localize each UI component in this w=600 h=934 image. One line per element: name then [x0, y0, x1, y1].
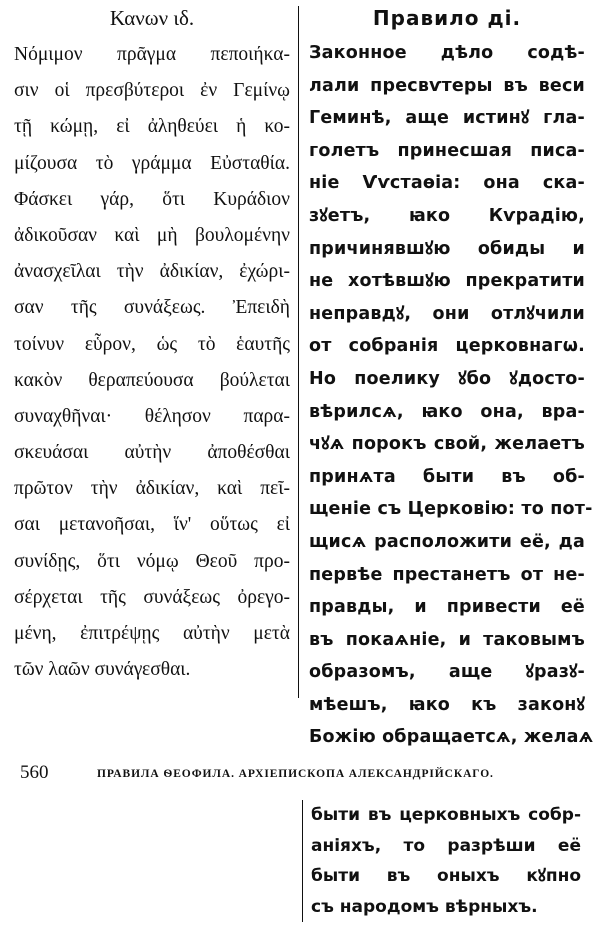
- continuation-text-line: съ народомъ вѣрныхъ.: [311, 896, 538, 917]
- greek-text-line: σαν τῆς συνάξεως. Ἐπειδὴ: [14, 297, 290, 319]
- greek-text-line: σέρχεται τῆς συνάξεως ὀρεγο-: [14, 586, 290, 608]
- greek-text-line: σιν οἱ πρεσβύτεροι ἐν Γεμίνῳ: [14, 80, 290, 102]
- continuation-text-line: быти въ церковныхъ собр-: [311, 805, 581, 825]
- slavonic-continuation: [311, 800, 581, 922]
- slavonic-text-line: Божію обращаетсѧ, желаѧ: [309, 727, 594, 748]
- greek-text-line: σαι μετανοῆσαι, ἵν' οὕτως εἰ: [14, 514, 290, 536]
- greek-text-line: συνίδῃς, ὅτι νόμῳ Θεοῦ προ-: [14, 550, 290, 572]
- slavonic-text-line: чꙋѧ порокъ свой, желаетъ: [309, 434, 585, 455]
- slavonic-text-line: голетъ принесшая писа-: [309, 140, 585, 161]
- greek-text-line: συναχθῆναι· θέλησον παρα-: [14, 405, 290, 427]
- slavonic-text-line: зꙋетъ, ꙗко Кѵрадію,: [309, 205, 585, 226]
- slavonic-text-line: лали пресвѵтеры въ веси: [309, 75, 585, 96]
- slavonic-text-line: первѣе престанетъ от не-: [309, 564, 585, 585]
- slavonic-rule-heading: Правило ді.: [372, 6, 522, 30]
- continuation-text-line: аніяхъ, то разрѣши её: [311, 835, 581, 856]
- page-number: 560: [20, 762, 49, 783]
- greek-text-line: τῇ κώμῃ, εἰ ἀληθεύει ἡ κο-: [14, 116, 290, 138]
- slavonic-text-line: образомъ, аще ꙋразꙋ-: [309, 662, 585, 683]
- slavonic-text-line: щеніе съ Церковію: то пот-: [309, 499, 593, 520]
- slavonic-text-line: щисѧ расположити её, да: [309, 531, 585, 552]
- slavonic-text-line: вѣрилсѧ, ꙗко она, вра-: [309, 401, 585, 422]
- slavonic-text-line: Законное дѣло содѣ-: [309, 43, 585, 63]
- slavonic-text-line: Геминѣ, аще истинꙋ гла-: [309, 108, 585, 129]
- column-divider: [298, 6, 299, 698]
- greek-text-line: κακὸν θεραπεύουσα βούλεται: [14, 369, 290, 391]
- slavonic-text-line: принѧта быти въ об-: [309, 466, 585, 487]
- slavonic-text-line: Но поелику ꙋбо ꙋдосто-: [309, 368, 585, 389]
- greek-canon-heading: Κανων ιδ.: [109, 6, 195, 30]
- continuation-divider: [302, 800, 303, 922]
- slavonic-text-line: неправдꙋ, они отлꙋчили: [309, 303, 585, 324]
- slavonic-text-line: от собранія церковнагѡ.: [309, 336, 585, 357]
- slavonic-text-line: въ покаѧніе, и таковымъ: [309, 629, 585, 650]
- greek-text-line: ἀδικοῦσαν καὶ μὴ βουλομένην: [14, 224, 290, 246]
- greek-text-line: σκευάσαι αὐτὴν ἀποθέσθαι: [14, 442, 290, 464]
- greek-text-line: μένη, ἐπιτρέψῃς αὐτὴν μετὰ: [14, 623, 290, 644]
- running-title: ПРАВИЛА ѲЕОФИЛА. АРХІЕПИСКОПА АЛЕКСАНДРІЙСКАГО.: [97, 768, 494, 780]
- greek-text-line: Νόμιμον πρᾶγμα πεποιήκα-: [14, 44, 290, 65]
- slavonic-text-line: ніе Ѵѵстаѳіа: она ска-: [309, 173, 585, 194]
- slavonic-column: [309, 4, 594, 754]
- greek-text-line: τῶν λαῶν συνάγεσθαι.: [14, 659, 191, 681]
- slavonic-text-line: причинявшꙋю обиды и: [309, 238, 585, 259]
- slavonic-text-line: не хотѣвшꙋю прекратити: [309, 271, 585, 292]
- greek-text-line: Φάσκει γάρ, ὅτι Κυράδιον: [14, 188, 290, 210]
- greek-text-line: πρῶτον τὴν ἀδικίαν, καὶ πεῖ-: [14, 478, 290, 500]
- page-running-header: [20, 760, 580, 786]
- greek-text-line: μίζουσα τὸ γράμμα Εὐσταθία.: [14, 152, 290, 174]
- greek-column: [14, 4, 290, 688]
- slavonic-text-line: правды, и привести её: [309, 597, 585, 618]
- continuation-text-line: быти въ оныхъ кꙋпно: [311, 866, 581, 886]
- greek-text-line: τοίνυν εὗρον, ὡς τὸ ἑαυτῆς: [14, 333, 290, 355]
- slavonic-text-line: мѣешъ, ꙗко къ законꙋ: [309, 694, 585, 715]
- greek-text-line: ἀνασχεῖλαι τὴν ἀδικίαν, ἐχώρι-: [14, 261, 290, 283]
